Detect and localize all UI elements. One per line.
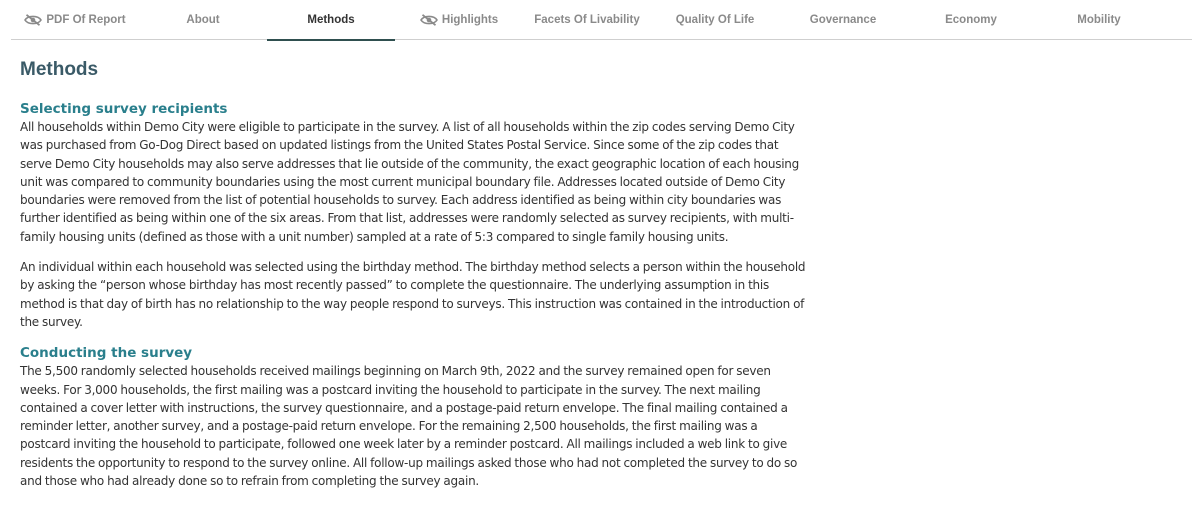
spacer [20,331,810,345]
section-heading-conducting-the-survey: Conducting the survey [20,345,193,362]
methods-content [20,58,810,490]
tab-about[interactable] [139,0,267,40]
tab-label: Highlights [441,14,499,26]
tab-label: Methods [307,14,355,26]
paragraph-survey-mailings: The 5,500 randomly selected households received mailings beginning on March 9th, 2022 and the survey remained open for seven weeks. For 3,000 households, the first mailing was a postcard inviting the household to participate in the survey. The next mailing contained a cover letter with instructions, the survey questionnaire, and a postage-paid return envelope. The final mailing contained a reminder letter, another survey, and a postage-paid return envelope. For the remaining 2,500 households, the first mailing was a postcard inviting the household to participate, followed one week later by a reminder postcard. All mailings included a web link to give residents the opportunity to respond to the survey online. All follow-up mailings asked those who had not completed the survey to do so and those who had already done so to refrain from completing the survey again. [20,364,798,489]
tab-facets-of-livability[interactable] [523,0,651,40]
tab-governance[interactable] [779,0,907,40]
tab-label: Mobility [1077,14,1121,26]
tab-label: Quality Of Life [675,14,755,26]
tab-label: Facets Of Livability [534,14,640,26]
tab-pdf-of-report[interactable] [11,0,139,40]
tab-bar [11,0,1192,40]
eye-slash-icon [420,14,438,26]
spacer [20,246,810,258]
tab-quality-of-life[interactable] [651,0,779,40]
eye-slash-icon [24,14,42,26]
page-title: Methods [20,59,99,80]
tab-methods[interactable] [267,0,395,40]
tab-label: Economy [945,14,997,26]
paragraph-recipient-selection: All households within Demo City were eligible to participate in the survey. A list of all households within the zip codes serving Demo City was purchased from Go-Dog Direct based on updated listings from the United States Postal Service. Since some of the zip codes that serve Demo City households may also serve addresses that lie outside of the community, the exact geographic location of each housing unit was compared to community boundaries using the most current municipal boundary file. Addresses located outside of Demo City boundaries were removed from the list of potential households to survey. Each address identified as being within city boundaries was further identified as being within one of the six areas. From that list, addresses were randomly selected as survey recipients, with multi-family housing units (defined as those with a unit number) sampled at a rate of 5:3 compared to single family housing units. [20,120,800,244]
section-heading-selecting-survey-recipients: Selecting survey recipients [20,101,228,117]
tab-label: Governance [809,14,877,26]
tab-economy[interactable] [907,0,1035,40]
tab-label: About [186,14,220,26]
tab-label: PDF Of Report [46,14,126,26]
tab-highlights[interactable] [395,0,523,40]
tab-mobility[interactable] [1035,0,1163,40]
paragraph-birthday-method: An individual within each household was selected using the birthday method. The birthday method selects a person within the household by asking the “person whose birthday has most recently passed” to complete the questionnaire. The underlying assumption in this method is that day of birth has no relationship to the way people respond to surveys. This instruction was contained in the introduction of the survey. [20,260,806,329]
